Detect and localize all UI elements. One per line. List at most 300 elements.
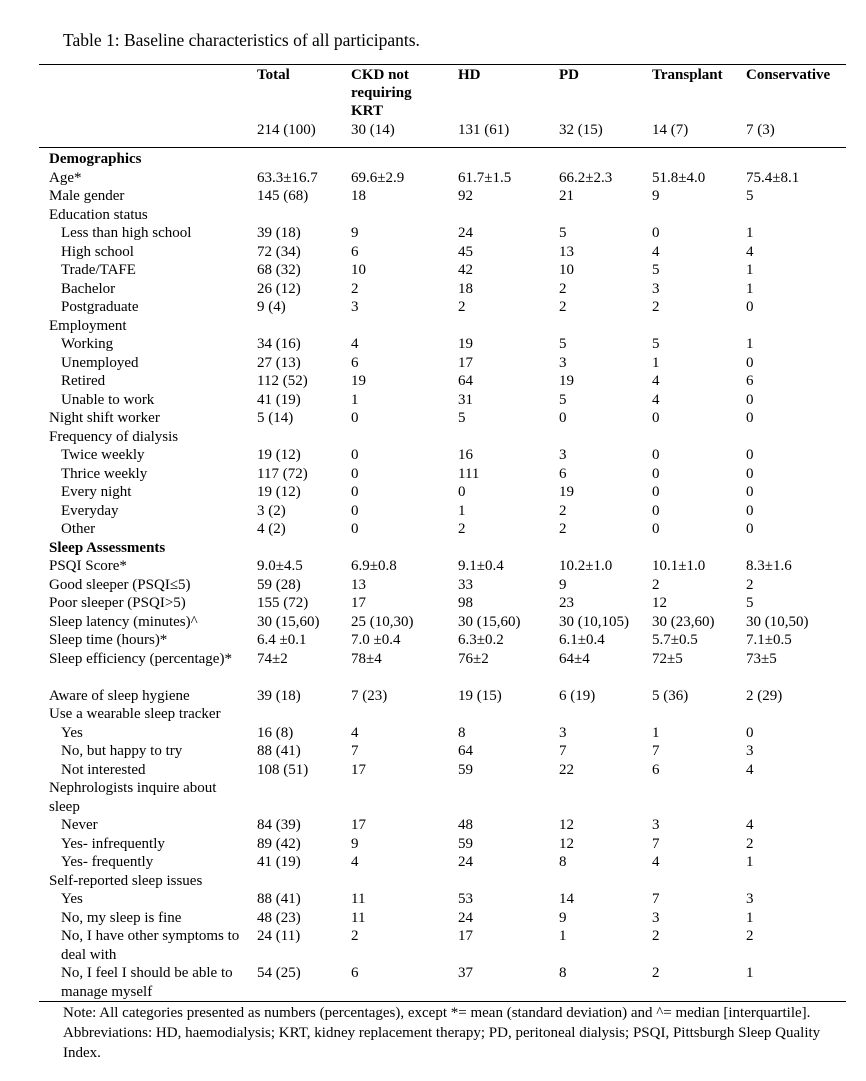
table-cell: 98	[458, 595, 473, 611]
table-cell: 74±2	[257, 650, 288, 667]
table-row	[0, 372, 866, 391]
table-cell: 0	[559, 410, 567, 426]
table-cell: 88 (41)	[257, 891, 301, 907]
table-row	[0, 872, 866, 891]
table-cell: 14	[559, 891, 574, 907]
table-cell: 1	[746, 225, 754, 241]
table-cell: 5.7±0.5	[652, 632, 698, 648]
table-cell: 4	[652, 243, 660, 260]
table-cell: 4	[351, 854, 359, 870]
table-row	[0, 502, 866, 521]
table-cell: 3	[652, 280, 660, 297]
table-row	[0, 354, 866, 373]
table-cell: 0	[746, 410, 754, 426]
table-cell: 7 (23)	[351, 687, 388, 704]
table-cell: 3	[351, 299, 359, 315]
table-row	[0, 650, 866, 687]
row-label: Everyday	[61, 502, 119, 519]
table-cell: 4	[351, 336, 359, 352]
section-header-row	[0, 539, 866, 558]
table-cell: 0	[746, 484, 754, 500]
row-label: Other	[61, 521, 96, 537]
table-cell: 5 (14)	[257, 410, 294, 426]
table-cell: 5 (36)	[652, 687, 689, 704]
table-cell: 1	[652, 354, 660, 371]
table-row	[0, 613, 866, 632]
table-cell: 6.4 ±0.1	[257, 632, 307, 648]
table-cell: 2	[652, 965, 660, 981]
table-cell: 39 (18)	[257, 687, 301, 704]
table-cell: 51.8±4.0	[652, 169, 706, 186]
row-label: Use a wearable sleep tracker	[49, 706, 221, 722]
table-cell: 5	[559, 391, 567, 408]
count-hd: 131 (61)	[458, 122, 510, 138]
table-cell: 8.3±1.6	[746, 558, 792, 574]
table-cell: 5	[652, 336, 660, 352]
table-cell: 78±4	[351, 650, 382, 667]
table-top-rule	[39, 64, 846, 65]
table-cell: 6	[351, 354, 359, 371]
table-cell: 4	[746, 761, 754, 778]
table-cell: 3	[746, 743, 754, 759]
row-label: Age*	[49, 169, 82, 186]
table-cell: 19 (12)	[257, 484, 301, 500]
table-cell: 37	[458, 965, 473, 981]
row-label: Every night	[61, 484, 132, 500]
table-cell: 30 (10,50)	[746, 613, 809, 630]
table-cell: 2	[652, 576, 660, 593]
table-cell: 0	[746, 465, 754, 482]
header-pd: PD	[559, 67, 579, 83]
table-cell: 24	[458, 225, 473, 241]
table-cell: 8	[458, 724, 466, 741]
table-row	[0, 298, 866, 317]
table-row	[0, 816, 866, 835]
table-cell: 2	[559, 280, 567, 297]
table-cell: 0	[652, 465, 660, 482]
table-cell: 0	[746, 447, 754, 463]
table-cell: 13	[351, 576, 366, 593]
table-cell: 22	[559, 761, 574, 778]
table-cell: 4	[351, 724, 359, 741]
row-label: Night shift worker	[49, 410, 160, 426]
table-cell: 10	[351, 262, 366, 278]
row-label: No, I have other symptoms to deal with	[61, 928, 240, 963]
table-cell: 84 (39)	[257, 817, 301, 833]
table-cell: 9.0±4.5	[257, 558, 303, 574]
table-row	[0, 409, 866, 428]
table-row	[0, 964, 866, 1001]
table-cell: 2	[746, 928, 754, 944]
header-hd: HD	[458, 67, 481, 83]
table-cell: 48	[458, 817, 473, 833]
table-cell: 42	[458, 262, 473, 278]
table-cell: 17	[351, 595, 366, 611]
table-cell: 0	[746, 724, 754, 741]
table-cell: 11	[351, 891, 366, 907]
table-cell: 75.4±8.1	[746, 169, 800, 186]
table-cell: 17	[458, 928, 473, 944]
table-cell: 7	[559, 743, 567, 759]
table-cell: 9	[652, 188, 660, 204]
table-cell: 10.2±1.0	[559, 558, 613, 574]
table-cell: 108 (51)	[257, 761, 309, 778]
table-cell: 2	[559, 521, 567, 537]
table-cell: 3	[652, 817, 660, 833]
row-label: Nephrologists inquire about sleep	[49, 780, 217, 815]
table-cell: 30 (10,105)	[559, 613, 629, 630]
table-cell: 7.1±0.5	[746, 632, 792, 648]
table-row	[0, 317, 866, 336]
table-cell: 0	[351, 521, 359, 537]
table-cell: 0	[351, 502, 359, 519]
table-cell: 26 (12)	[257, 280, 301, 297]
table-cell: 59	[458, 835, 473, 852]
table-cell: 5	[458, 410, 466, 426]
count-transplant: 14 (7)	[652, 122, 689, 138]
table-cell: 2	[351, 928, 359, 944]
table-cell: 0	[652, 447, 660, 463]
row-label: Self-reported sleep issues	[49, 872, 203, 889]
table-row	[0, 391, 866, 410]
table-cell: 6	[351, 965, 359, 981]
row-label: Male gender	[49, 188, 125, 204]
table-cell: 0	[746, 299, 754, 315]
table-cell: 59	[458, 761, 473, 778]
table-cell: 68 (32)	[257, 262, 301, 278]
table-cell: 0	[746, 502, 754, 519]
table-cell: 0	[746, 391, 754, 408]
table-cell: 10	[559, 262, 574, 278]
table-row	[0, 335, 866, 354]
table-cell: 21	[559, 188, 574, 204]
table-cell: 73±5	[746, 650, 777, 667]
table-cell: 25 (10,30)	[351, 613, 414, 630]
table-note: Note: All categories presented as numbers (percentages), except *= mean (standard deviation) and ^= median [interquartile]. Abbreviations: HD, haemodialysis; KRT, kidney replacement therapy; PD, peritoneal dialysis; PSQI, Pittsburgh Sleep Quality Index.	[63, 1005, 821, 1061]
header-transplant: Transplant	[652, 67, 723, 83]
table-cell: 5	[652, 262, 660, 278]
table-cell: 7	[652, 891, 660, 907]
table-cell: 2	[652, 928, 660, 944]
table-row	[0, 576, 866, 595]
table-cell: 112 (52)	[257, 373, 308, 389]
table-cell: 4 (2)	[257, 521, 286, 537]
table-row	[0, 483, 866, 502]
table-cell: 17	[351, 761, 366, 778]
table-cell: 19	[458, 336, 473, 352]
table-cell: 72±5	[652, 650, 683, 667]
table-cell: 89 (42)	[257, 835, 301, 852]
table-cell: 48 (23)	[257, 909, 301, 926]
table-cell: 2	[746, 576, 754, 593]
table-row	[0, 742, 866, 761]
section-header-row	[0, 150, 866, 169]
table-cell: 2	[458, 521, 466, 537]
table-cell: 0	[351, 484, 359, 500]
table-cell: 1	[746, 965, 754, 981]
table-cell: 39 (18)	[257, 225, 301, 241]
table-bottom-rule	[39, 1001, 846, 1002]
table-cell: 6.3±0.2	[458, 632, 504, 648]
table-row	[0, 724, 866, 743]
count-total: 214 (100)	[257, 122, 316, 138]
table-cell: 61.7±1.5	[458, 169, 512, 186]
row-label: Twice weekly	[61, 447, 145, 463]
table-cell: 6	[746, 373, 754, 389]
table-row	[0, 705, 866, 724]
table-cell: 12	[652, 595, 667, 611]
table-cell: 0	[652, 521, 660, 537]
table-cell: 9	[559, 576, 567, 593]
table-cell: 3 (2)	[257, 502, 286, 519]
table-cell: 2	[746, 835, 754, 852]
table-cell: 19	[351, 373, 366, 389]
table-cell: 9 (4)	[257, 299, 286, 315]
table-row	[0, 761, 866, 780]
table-row	[0, 890, 866, 909]
table-cell: 3	[559, 354, 567, 371]
table-cell: 13	[559, 243, 574, 260]
table-cell: 23	[559, 595, 574, 611]
table-cell: 2 (29)	[746, 687, 783, 704]
row-label: Yes- frequently	[61, 854, 154, 870]
table-cell: 17	[458, 354, 473, 371]
row-label: Sleep latency (minutes)^	[49, 613, 198, 630]
row-label: Trade/TAFE	[61, 262, 136, 278]
table-cell: 0	[652, 410, 660, 426]
row-label: Good sleeper (PSQI≤5)	[49, 576, 191, 593]
table-cell: 3	[746, 891, 754, 907]
table-cell: 6	[652, 761, 660, 778]
table-cell: 63.3±16.7	[257, 169, 318, 186]
table-cell: 6	[351, 243, 359, 260]
row-label: Sleep efficiency (percentage)*	[49, 650, 232, 667]
table-cell: 2	[458, 299, 466, 315]
table-cell: 8	[559, 965, 567, 981]
row-label: Yes- infrequently	[61, 835, 165, 852]
table-cell: 1	[746, 262, 754, 278]
table-cell: 7	[351, 743, 359, 759]
table-row	[0, 594, 866, 613]
table-cell: 2	[652, 299, 660, 315]
table-cell: 30 (15,60)	[458, 613, 521, 630]
table-row	[0, 280, 866, 299]
table-cell: 4	[652, 854, 660, 870]
table-cell: 155 (72)	[257, 595, 309, 611]
table-cell: 17	[351, 817, 366, 833]
table-row	[0, 224, 866, 243]
header-rule	[39, 147, 846, 148]
row-label: Never	[61, 817, 98, 833]
row-label: Bachelor	[61, 280, 116, 297]
row-label: Postgraduate	[61, 299, 139, 315]
table-cell: 0	[652, 484, 660, 500]
table-cell: 111	[458, 465, 480, 482]
table-cell: 0	[351, 465, 359, 482]
table-cell: 0	[458, 484, 466, 500]
row-label: Thrice weekly	[61, 465, 148, 482]
table-cell: 66.2±2.3	[559, 169, 613, 186]
table-cell: 4	[746, 243, 754, 260]
header-conservative: Conservative	[746, 67, 831, 83]
table-row	[0, 631, 866, 650]
table-cell: 19 (12)	[257, 447, 301, 463]
table-cell: 3	[559, 724, 567, 741]
table-cell: 34 (16)	[257, 336, 301, 352]
table-cell: 0	[351, 410, 359, 426]
table-row	[0, 261, 866, 280]
table-cell: 11	[351, 909, 366, 926]
table-cell: 31	[458, 391, 473, 408]
table-cell: 19 (15)	[458, 687, 502, 704]
table-cell: 64	[458, 743, 473, 759]
table-cell: 16 (8)	[257, 724, 294, 741]
count-ckd: 30 (14)	[351, 122, 395, 138]
table-row	[0, 465, 866, 484]
row-label: Aware of sleep hygiene	[49, 687, 190, 704]
table-cell: 0	[746, 354, 754, 371]
section-label: Demographics	[49, 151, 142, 167]
table-cell: 53	[458, 891, 473, 907]
table-cell: 41 (19)	[257, 854, 301, 870]
table-row	[0, 853, 866, 872]
row-label: High school	[61, 243, 134, 260]
row-label: Yes	[61, 891, 83, 907]
table-cell: 9.1±0.4	[458, 558, 504, 574]
row-label: PSQI Score*	[49, 558, 127, 574]
header-total: Total	[257, 67, 290, 83]
table-cell: 4	[746, 817, 754, 833]
table-row	[0, 779, 866, 816]
table-cell: 92	[458, 188, 473, 204]
table-cell: 24	[458, 854, 473, 870]
table-cell: 1	[559, 928, 567, 944]
table-cell: 69.6±2.9	[351, 169, 405, 186]
table-cell: 88 (41)	[257, 743, 301, 759]
table-cell: 41 (19)	[257, 391, 301, 408]
row-label: Education status	[49, 206, 148, 223]
table-cell: 27 (13)	[257, 354, 301, 371]
table-cell: 117 (72)	[257, 465, 308, 482]
table-cell: 16	[458, 447, 473, 463]
table-cell: 9	[351, 225, 359, 241]
table-cell: 12	[559, 817, 574, 833]
table-cell: 10.1±1.0	[652, 558, 706, 574]
table-cell: 2	[351, 280, 359, 297]
table-cell: 5	[746, 595, 754, 611]
table-cell: 5	[559, 225, 567, 241]
table-caption: Table 1: Baseline characteristics of all participants.	[63, 30, 420, 50]
table-cell: 7	[652, 743, 660, 759]
table-cell: 1	[652, 724, 660, 741]
table-cell: 18	[458, 280, 473, 297]
table-cell: 0	[351, 447, 359, 463]
table-cell: 76±2	[458, 650, 489, 667]
table-cell: 3	[652, 909, 660, 926]
table-cell: 1	[746, 336, 754, 352]
table-cell: 0	[746, 521, 754, 537]
table-cell: 18	[351, 188, 366, 204]
table-row	[0, 446, 866, 465]
table-cell: 19	[559, 484, 574, 500]
table-cell: 9	[559, 909, 567, 926]
table-cell: 8	[559, 854, 567, 870]
table-row	[0, 169, 866, 188]
table-cell: 1	[746, 909, 754, 926]
row-label: Less than high school	[61, 225, 192, 241]
table-cell: 24 (11)	[257, 928, 301, 944]
table-cell: 72 (34)	[257, 243, 301, 260]
row-label: Sleep time (hours)*	[49, 632, 168, 648]
table-cell: 6 (19)	[559, 687, 596, 704]
table-cell: 7.0 ±0.4	[351, 632, 401, 648]
table-cell: 6	[559, 465, 567, 482]
row-label: Unemployed	[61, 354, 139, 371]
count-conservative: 7 (3)	[746, 122, 775, 138]
table-cell: 45	[458, 243, 473, 260]
table-cell: 5	[559, 336, 567, 352]
table-row	[0, 520, 866, 539]
row-label: Poor sleeper (PSQI>5)	[49, 595, 186, 611]
header-ckd: CKD not requiring KRT	[351, 67, 412, 119]
table-row	[0, 243, 866, 262]
table-cell: 19	[559, 373, 574, 389]
table-cell: 64±4	[559, 650, 590, 667]
row-label: Unable to work	[61, 391, 155, 408]
table-cell: 6.9±0.8	[351, 558, 397, 574]
table-cell: 64	[458, 373, 473, 389]
table-row	[0, 187, 866, 206]
table-cell: 30 (23,60)	[652, 613, 715, 630]
table-cell: 145 (68)	[257, 188, 309, 204]
table-row	[0, 557, 866, 576]
row-label: Employment	[49, 317, 127, 334]
table-row	[0, 428, 866, 447]
table-row	[0, 687, 866, 706]
row-label: No, but happy to try	[61, 743, 183, 759]
table-cell: 30 (15,60)	[257, 613, 320, 630]
table-cell: 1	[458, 502, 466, 519]
table-cell: 54 (25)	[257, 965, 301, 981]
section-label: Sleep Assessments	[49, 539, 166, 556]
table-cell: 0	[652, 502, 660, 519]
row-label: Working	[61, 336, 114, 352]
row-label: No, my sleep is fine	[61, 909, 182, 926]
row-label: Not interested	[61, 761, 146, 778]
table-cell: 4	[652, 391, 660, 408]
table-cell: 59 (28)	[257, 576, 301, 593]
table-cell: 4	[652, 373, 660, 389]
row-label: Frequency of dialysis	[49, 428, 179, 445]
table-cell: 2	[559, 502, 567, 519]
table-cell: 3	[559, 447, 567, 463]
table-cell: 1	[746, 854, 754, 870]
table-cell: 33	[458, 576, 473, 593]
table-row	[0, 909, 866, 928]
table-cell: 12	[559, 835, 574, 852]
table-cell: 24	[458, 909, 473, 926]
table-cell: 6.1±0.4	[559, 632, 605, 648]
row-label: Yes	[61, 724, 83, 741]
table-body	[0, 150, 866, 1001]
table-cell: 9	[351, 835, 359, 852]
table-cell: 0	[652, 225, 660, 241]
table-row	[0, 835, 866, 854]
table-cell: 1	[746, 280, 754, 297]
table-cell: 5	[746, 188, 754, 204]
table-row	[0, 927, 866, 964]
table-cell: 1	[351, 391, 359, 408]
